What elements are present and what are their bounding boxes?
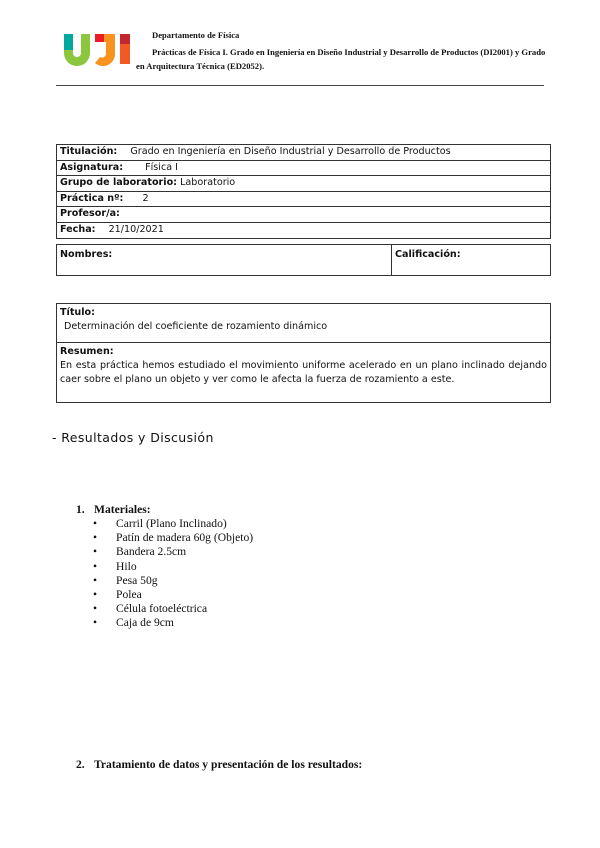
info-label: Grupo de laboratorio: [60, 177, 177, 189]
info-value: Física I [145, 161, 179, 173]
materiales-heading-line [76, 503, 253, 516]
calificacion-label: Calificación: [395, 249, 461, 260]
tratamiento-heading: Tratamiento de datos y presentación de los resultados: [94, 758, 363, 771]
titulo-value: Determinación del coeficiente de rozamiento dinámico [64, 321, 328, 332]
info-value: 2 [142, 192, 149, 204]
bullet-icon: • [93, 517, 98, 530]
info-label: Práctica nº: [60, 192, 124, 204]
info-row-asignatura [57, 161, 550, 177]
info-label: Asignatura: [60, 161, 124, 173]
list-item-text: Carril (Plano Inclinado) [116, 517, 227, 530]
info-row-practica [57, 192, 550, 208]
list-item [93, 531, 253, 545]
bullet-icon: • [93, 545, 98, 559]
resumen-section [57, 343, 550, 402]
list-item [93, 574, 253, 588]
info-label: Fecha: [60, 223, 96, 235]
list-item-text: Polea [116, 587, 142, 601]
info-row-grupo [57, 176, 550, 192]
nombres-label: Nombres: [60, 249, 113, 260]
info-value: 21/10/2021 [108, 223, 164, 235]
header-divider [56, 85, 544, 86]
bullet-icon: • [93, 531, 98, 545]
list-item [93, 602, 253, 616]
list-item [93, 545, 253, 559]
section-heading: - Resultados y Discusión [52, 430, 214, 445]
list-item [93, 616, 253, 630]
resumen-label: Resumen: [60, 346, 114, 357]
list-item-text: Bandera 2.5cm [116, 545, 187, 559]
info-label: Titulación: [60, 146, 118, 157]
list-item [93, 560, 253, 574]
resumen-value: En esta práctica hemos estudiado el movimiento uniforme acelerado en un plano inclinado dejando caer sobre el plano un objeto y ver como le afecta la fuerza de rozamiento a este. [60, 360, 547, 385]
titulo-section [57, 304, 550, 343]
tratamiento-heading-line [76, 758, 362, 771]
tratamiento-number: 2. [76, 758, 85, 771]
names-table [56, 244, 551, 276]
info-value: Grado en Ingeniería en Diseño Industrial y Desarrollo de Productos [130, 146, 451, 157]
list-item [93, 517, 253, 531]
list-item-text: Célula fotoeléctrica [116, 602, 208, 616]
uji-logo [62, 32, 134, 66]
department-name: Departamento de Física [152, 30, 240, 40]
bullet-icon: • [93, 602, 98, 616]
title-summary-box [56, 303, 551, 403]
list-item-text: Pesa 50g [116, 573, 158, 587]
info-row-profesor [57, 207, 550, 223]
info-value: Laboratorio [180, 177, 236, 189]
bullet-icon: • [93, 559, 98, 573]
list-item-text: Patín de madera 60g (Objeto) [116, 531, 254, 545]
list-item [93, 588, 253, 602]
list-item-text: Hilo [116, 559, 137, 573]
materiales-number: 1. [76, 503, 85, 516]
bullet-icon: • [93, 616, 98, 630]
info-row-fecha [57, 223, 550, 238]
bullet-icon: • [93, 573, 98, 587]
list-item-text: Caja de 9cm [116, 616, 174, 630]
course-description: Prácticas de Física I. Grado en Ingeniería en Diseño Industrial y Desarrollo de Productos (DI2001) y Grado en Arquitectura Técnica (ED2052). [136, 47, 546, 71]
info-label: Profesor/a: [60, 208, 120, 220]
info-row-titulacion [57, 145, 550, 161]
materiales-list [93, 517, 253, 631]
titulo-label: Título: [60, 307, 95, 318]
bullet-icon: • [93, 587, 98, 601]
materiales-heading: Materiales: [94, 503, 151, 516]
names-divider [391, 245, 392, 275]
materiales-section [76, 503, 253, 631]
info-table [56, 144, 551, 239]
